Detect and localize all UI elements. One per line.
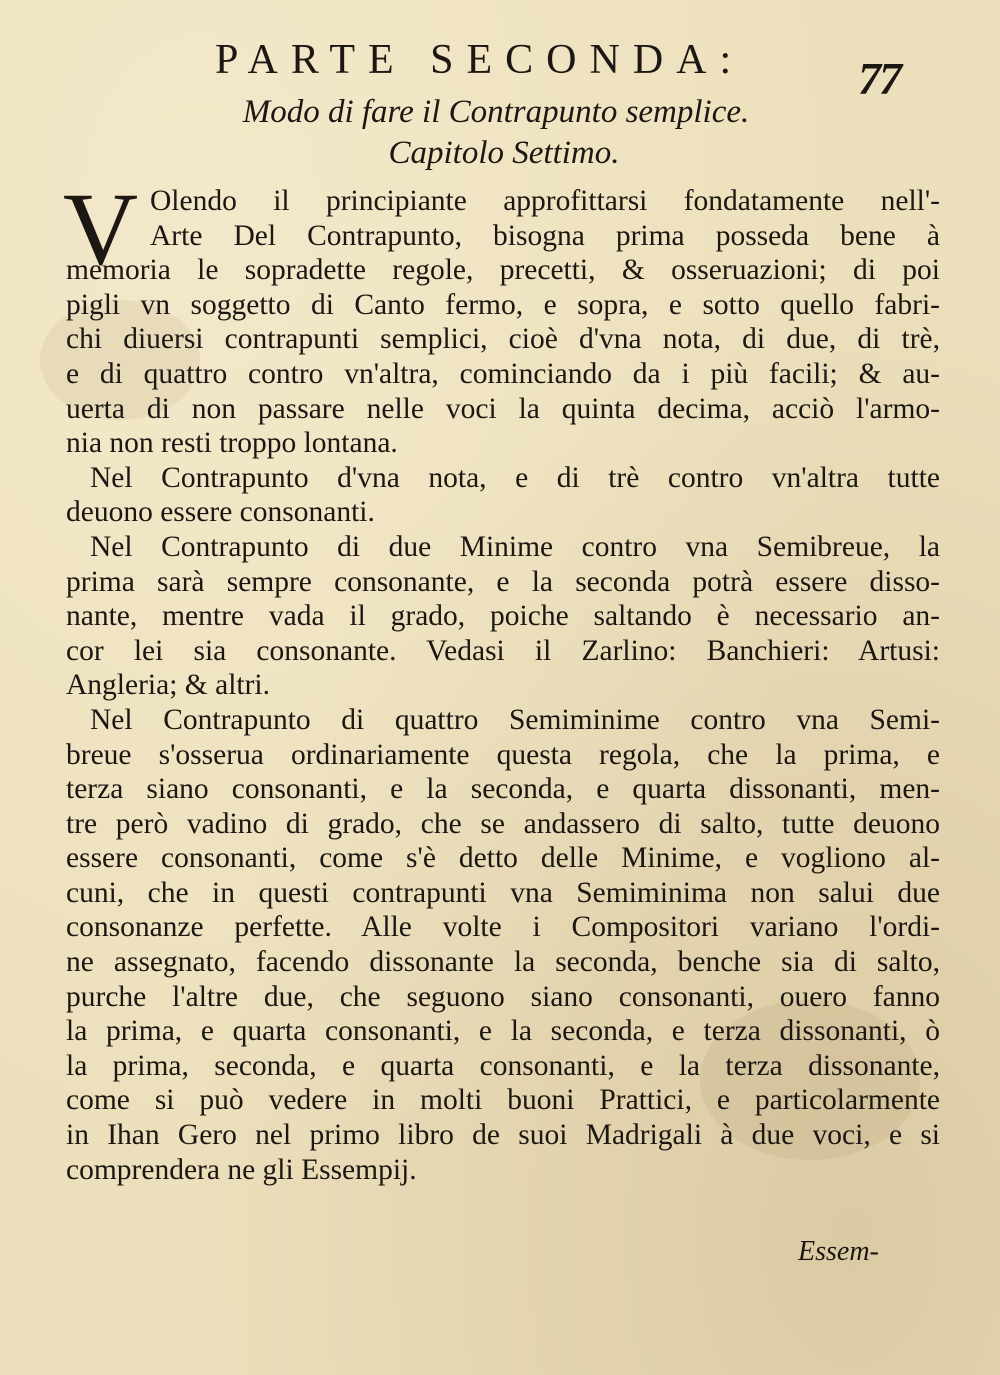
text-line: breue s'osserua ordinariamente questa regola, che la prima, e [66,738,940,771]
text-line: Arte Del Contrapunto, bisogna prima posseda bene à [150,219,940,252]
page-header [0,28,1000,104]
text-line: Olendo il principiante approfittarsi fondatamente nell'- [150,185,940,217]
catchword: Essem- [798,1236,879,1267]
text-line: la prima, seconda, e quarta consonanti, e la terza dissonante, [66,1049,940,1082]
text-body [66,184,940,1187]
text-line: tre però vadino di grado, che se andassero di salto, tutte deuono [66,807,940,840]
text-line: memoria le sopradette regole, precetti, & osseruazioni; di poi [66,254,940,287]
text-line: uerta di non passare nelle voci la quinta decima, acciò l'armo- [66,392,940,425]
chapter-subtitle: Capitolo Settimo. [388,135,620,171]
text-line: in Ihan Gero nel primo libro de suoi Madrigali à due voci, e si [66,1119,940,1152]
page-number: 77 [858,53,900,104]
text-line: consonanze perfette. Alle volte i Compositori variano l'ordi- [66,911,940,944]
running-head: PARTE SECONDA: [215,37,745,83]
text-line: pigli vn soggetto di Canto fermo, e sopra, e sotto quello fabri- [66,288,940,321]
text-line: Nel Contrapunto di quattro Semiminime contro vna Semi- [90,703,940,736]
text-line: prima sarà sempre consonante, e la seconda potrà essere disso- [66,565,940,598]
text-line: essere consonanti, come s'è detto delle Minime, e vogliono al- [66,842,940,875]
text-line: comprendera ne gli Essempij. [66,1153,417,1186]
text-line: Nel Contrapunto d'vna nota, e di trè contro vn'altra tutte [90,461,940,494]
chapter-title: Modo di fare il Contrapunto semplice. [242,94,750,130]
text-line: terza siano consonanti, e la seconda, e quarta dissonanti, men- [66,773,940,806]
text-line: e di quattro contro vn'altra, cominciando da i più facili; & au- [66,357,940,390]
text-line: deuono essere consonanti. [66,496,375,529]
text-line: nante, mentre vada il grado, poiche saltando è necessario an- [66,600,940,633]
text-line: cor lei sia consonante. Vedasi il Zarlino: Banchieri: Artusi: [66,634,940,667]
text-line: Nel Contrapunto di due Minime contro vna Semibreue, la [90,530,940,563]
text-line: chi diuersi contrapunti semplici, cioè d'vna nota, di due, di trè, [66,323,940,356]
text-line: ne assegnato, facendo dissonante la seconda, benche sia di salto, [66,946,940,979]
text-line: come si può vedere in molti buoni Prattici, e particolarmente [66,1084,940,1117]
drop-capital: V [63,172,139,287]
text-line: cuni, che in questi contrapunti vna Semiminima non salui due [66,876,940,909]
text-line: la prima, e quarta consonanti, e la seconda, e terza dissonanti, ò [66,1015,940,1048]
text-line: purche l'altre due, che seguono siano consonanti, ouero fanno [66,980,940,1013]
text-line: nia non resti troppo lontana. [66,427,398,460]
text-line: Angleria; & altri. [66,669,270,702]
